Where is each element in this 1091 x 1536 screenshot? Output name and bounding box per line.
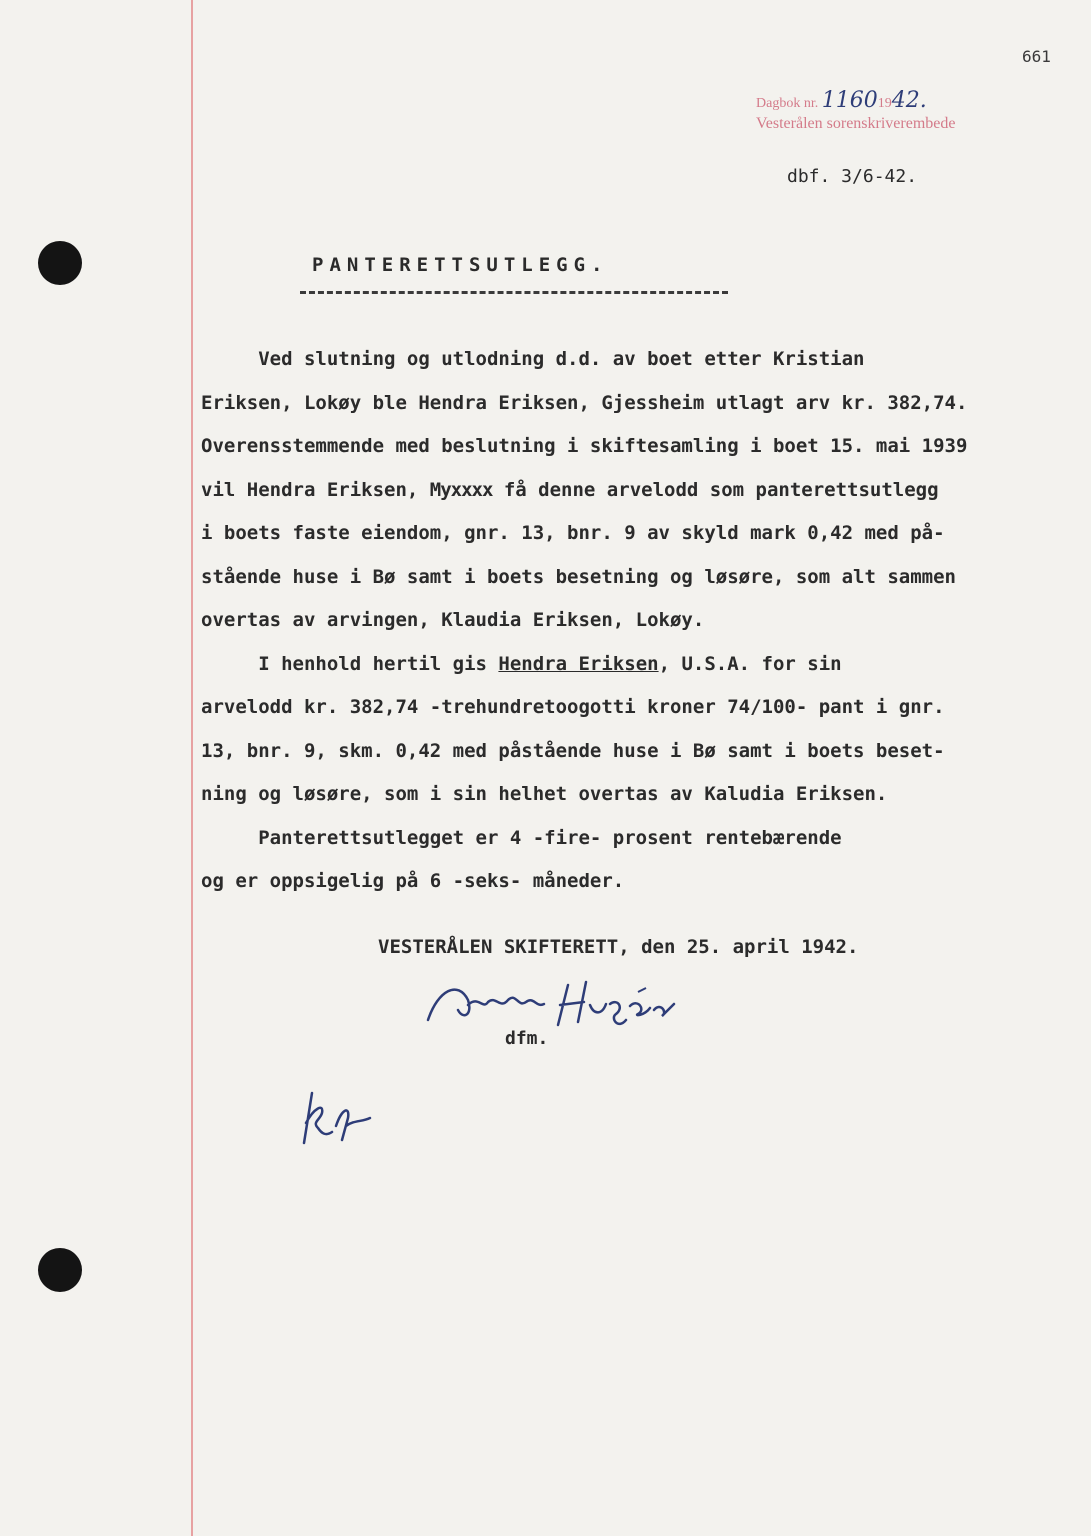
body-fragment: få denne arvelodd som panterettsutlegg	[492, 478, 939, 501]
registration-note: dbf. 3/6-42.	[787, 166, 918, 187]
body-line: Panterettsutlegget er 4 -fire- prosent rentebærende	[201, 826, 842, 849]
punch-hole-bottom	[38, 1248, 82, 1292]
body-line: 13, bnr. 9, skm. 0,42 med påstående huse i Bø samt i boets beset-	[201, 739, 945, 762]
signature-title: dfm.	[505, 1028, 549, 1049]
stamp-year-suffix: 42.	[891, 88, 927, 113]
struck-out-word: Myxxxx	[429, 478, 493, 501]
stamp-journal-line	[756, 88, 955, 113]
underlined-name: Hendra Eriksen	[498, 652, 659, 675]
document-title: PANTERETTSUTLEGG.	[312, 254, 609, 276]
body-line: Ved slutning og utlodning d.d. av boet etter Kristian	[201, 348, 865, 370]
body-fragment: , U.S.A. for sin	[658, 652, 842, 675]
margin-line	[191, 0, 193, 1536]
stamp-office: Vesterålen sorenskriverembede	[756, 115, 956, 132]
body-line: overtas av arvingen, Klaudia Eriksen, Lokøy.	[201, 609, 705, 631]
body-line: ning og løsøre, som i sin helhet overtas av Kaludia Eriksen.	[201, 783, 888, 805]
title-underline	[300, 291, 728, 294]
stamp-prefix: Dagbok nr.	[756, 96, 819, 111]
body-line: Eriksen, Lokøy ble Hendra Eriksen, Gjessheim utlagt arv kr. 382,74.	[201, 391, 968, 414]
punch-hole-top	[38, 241, 82, 285]
handwritten-initials	[292, 1078, 382, 1148]
body-fragment: vil Hendra Eriksen,	[201, 478, 430, 501]
page-number: 661	[1022, 47, 1051, 66]
registry-stamp	[756, 88, 955, 133]
stamp-number: 1160	[821, 88, 878, 113]
body-fragment: I henhold hertil gis	[201, 652, 499, 675]
body-line: stående huse i Bø samt i boets besetning og løsøre, som alt sammen	[201, 565, 956, 588]
body-line: i boets faste eiendom, gnr. 13, bnr. 9 av skyld mark 0,42 med på-	[201, 522, 945, 544]
body-line: og er oppsigelig på 6 -seks- måneder.	[201, 870, 625, 892]
stamp-year-prefix: 19	[877, 96, 892, 111]
body-line: arvelodd kr. 382,74 -trehundretoogotti kroner 74/100- pant i gnr.	[201, 696, 945, 718]
body-line	[201, 469, 1057, 513]
body-line	[201, 643, 1057, 687]
place-date-line: VESTERÅLEN SKIFTERETT, den 25. april 1942.	[378, 936, 859, 958]
body-line: Overensstemmende med beslutning i skiftesamling i boet 15. mai 1939	[201, 435, 968, 457]
document-body	[201, 338, 1057, 904]
handwritten-signature	[418, 960, 738, 1040]
